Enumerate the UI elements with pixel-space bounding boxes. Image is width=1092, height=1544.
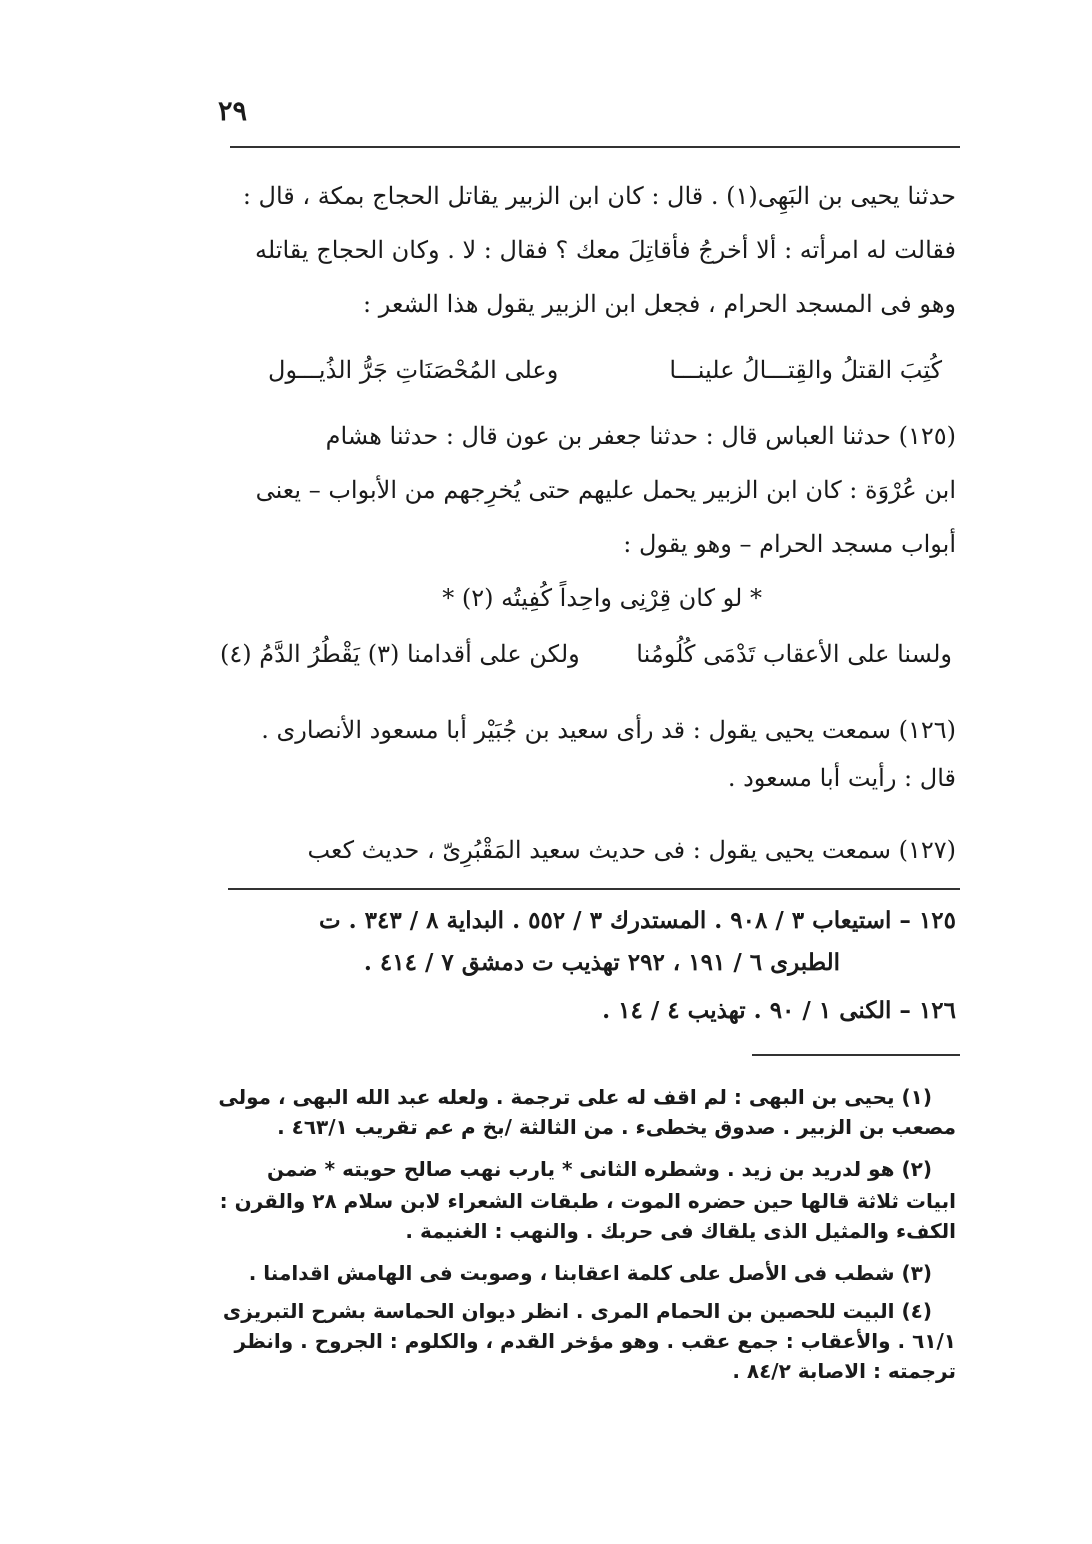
entry-126-line: قال : رأيت أبا مسعود .: [727, 764, 956, 792]
footnote-line: ترجمته : الاصابة ٨٤/٢ .: [732, 1359, 956, 1383]
footnote-line: الكفء والمثيل الذى يلقاك فى حربك . والنهب : الغنيمة .: [405, 1219, 956, 1243]
entry-125-line: أبواب مسجد الحرام – وهو يقول :: [623, 530, 956, 558]
footnote-line: (٢) هو لدريد بن زيد . وشطره الثانى * يارب نهب صالح حويته * ضمن: [266, 1157, 932, 1181]
entry-126-line: (١٢٦) سمعت يحيى يقول : قد رأى سعيد بن جُبَيْر أبا مسعود الأنصارى .: [261, 716, 956, 744]
footnotes-separator: [752, 1054, 960, 1056]
references-separator: [228, 888, 960, 890]
footnote-line: (٣) شطب فى الأصل على كلمة اعقابنا ، وصوبت فى الهامش اقدامنا .: [248, 1261, 932, 1285]
verse-3-hemistich-left: ولكن على أقدامنا (٣) يَقْطُرُ الدَّمُ (٤): [220, 640, 580, 668]
page-number: ٢٩: [218, 96, 248, 127]
entry-125-line: ابن عُرْوَة : كان ابن الزبير يحمل عليهم حتى يُخرِجهم من الأبواب – يعنى: [255, 476, 956, 504]
footnote-line: مصعب بن الزبير . صدوق يخطىء . من الثالثة /بخ م عم تقريب ٤٦٣/١ .: [277, 1115, 956, 1139]
reference-line: ١٢٦ – الكنى ١ / ٩٠ . تهذيب ٤ / ١٤ .: [602, 997, 956, 1024]
entry-125-line: (١٢٥) حدثنا العباس قال : حدثنا جعفر بن عون قال : حدثنا هشام: [325, 422, 956, 450]
reference-line: الطبرى ٦ / ١٩١ ، ٢٩٢ تهذيب ت دمشق ٧ / ٤١٤ .: [363, 949, 840, 976]
footnote-line: ابيات ثلاثة قالها حين حضره الموت ، طبقات الشعراء لابن سلام ٢٨ والقرن :: [219, 1189, 956, 1213]
verse-3-hemistich-right: ولسنا على الأعقاب تَدْمَى كُلُومُنا: [636, 640, 952, 668]
reference-line: ١٢٥ – استيعاب ٣ / ٩٠٨ . المستدرك ٣ / ٥٥٢ . البداية ٨ / ٣٤٣ . ت: [318, 907, 956, 934]
entry-127-line: (١٢٧) سمعت يحيى يقول : فى حديث سعيد المَقْبُرِىّ ، حديث كعب: [307, 836, 956, 864]
footnote-line: (٤) البيت للحصين بن الحمام المرى . انظر ديوان الحماسة بشرح التبريزى: [222, 1299, 932, 1323]
header-rule: [230, 146, 960, 148]
footnote-line: (١) يحيى بن البهى : لم اقف له على ترجمة . ولعله عبد الله البهى ، مولى: [218, 1085, 932, 1109]
verse-1-hemistich-right: كُتِبَ القتلُ والقِتـــالُ علينـــا: [669, 356, 942, 384]
verse-1-hemistich-left: وعلى المُحْصَنَاتِ جَرُّ الذُيـــول: [268, 356, 559, 384]
intro-line: وهو فى المسجد الحرام ، فجعل ابن الزبير يقول هذا الشعر :: [363, 290, 956, 318]
footnote-line: ٦١/١ . والأعقاب : جمع عقب . وهو مؤخر القدم ، والكلوم : الجروح . وانظر: [234, 1329, 956, 1353]
intro-line: حدثنا يحيى بن البَهِى(١) . قال : كان ابن الزبير يقاتل الحجاج بمكة ، قال :: [242, 182, 956, 210]
verse-2: * لو كان قِرْنِى واحِداً كُفِيتُه (٢) *: [442, 584, 762, 612]
intro-line: فقالت له امرأته : ألا أخرجُ فأقاتِلَ معك ؟ فقال : لا . وكان الحجاج يقاتله: [254, 236, 956, 264]
